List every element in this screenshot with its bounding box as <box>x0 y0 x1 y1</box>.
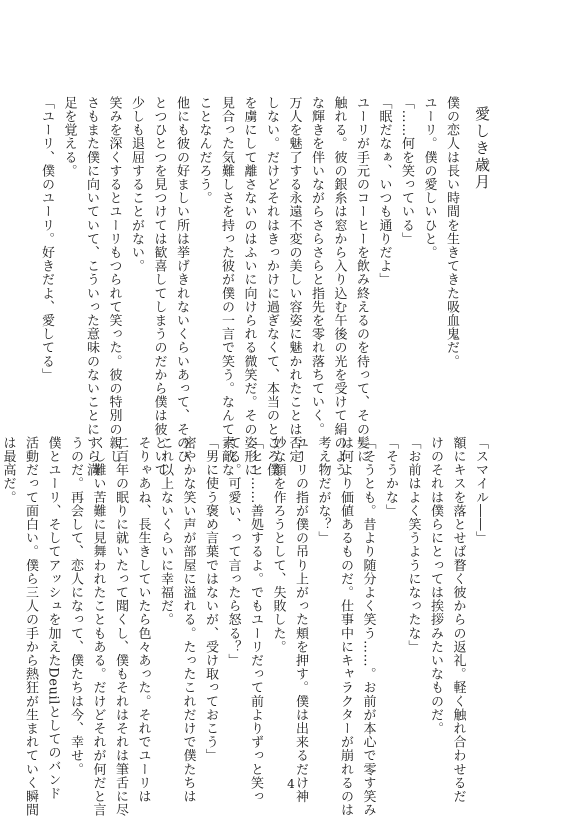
page-number: 4 <box>287 777 295 791</box>
lower-text-block <box>0 436 491 817</box>
text-line: しない。だけどそれはきっかけに過ぎなくて、本当のところ僕 <box>264 96 279 477</box>
text-line: 万人を魅了する永遠不変の美しい容姿に魅かれたことは否定 <box>286 96 302 464</box>
text-line: を虜にして離さないのはふいに向けられる微笑だ。その姿形に <box>241 96 257 477</box>
text-line: 笑みを深くするとユーリもつられて笑った。彼の特別の親し <box>106 96 122 464</box>
text-line: 「そうかな」 <box>383 436 398 518</box>
text-line: は最高だ。 <box>0 436 16 504</box>
text-line: 少しも退屈することがない。 <box>129 96 144 273</box>
text-line: 「男に使う褒め言葉ではないが、受け取っておこう」 <box>203 436 218 763</box>
text-line: ことなんだろう。 <box>196 96 212 205</box>
text-line: 活動だって面白い。僕ら三人の手から熱狂が生まれていく瞬間 <box>23 436 38 817</box>
text-line: てる。可愛い、って言ったら怒る？」 <box>225 436 241 668</box>
text-line: な輝きを伴いながらさらさらと指先を零れ落ちていく。 <box>309 96 324 436</box>
text-line: ユーリの指が僕の吊り上がった頬を押す。僕は出来るだけ神 <box>293 436 308 804</box>
text-line: くし難い苦難に見舞われたこともある。だけどそれが何だと言 <box>90 436 106 817</box>
text-line: 「スマイル――」 <box>473 436 488 545</box>
text-line: 見合った気難しさを持った彼が僕の一言で笑う。なんて素敵な <box>219 96 234 477</box>
text-line: 「ヒヒ……善処するよ。でもユーリだって前よりずっと笑っ <box>248 436 263 804</box>
text-line: 僕とユーリ、そしてアッシュを加えたDeuilとしてのバンド <box>45 436 61 801</box>
text-line: 「眠だなぁ、いつも通りだよ」 <box>376 96 392 287</box>
text-line: 足を覚える。 <box>61 96 77 178</box>
text-line: 額にキスを落とせば瞀く彼からの返礼。軽く触れ合わせるだ <box>450 436 466 804</box>
text-line: 妙な顔を作ろうとして、失敗した。 <box>270 436 286 654</box>
text-line: 「ユーリ、僕のユーリ。好きだよ、愛してる」 <box>39 96 54 382</box>
text-line: 触れる。彼の銀糸は窓から入り込む午後の光を受けて絹のよう <box>331 96 347 477</box>
text-line: うのだ。再会して、恋人になって、僕たちは今、幸せ。 <box>68 436 83 776</box>
text-line: 「……何を笑っている」 <box>399 96 414 246</box>
text-line: これ以上ないくらいに幸福だ。 <box>158 436 173 627</box>
text-line: けのそれは僕らにとっては挨拶みたいなものだ。 <box>428 436 443 736</box>
text-line: さもまた僕に向いていて、こういった意味のないことにすら満 <box>84 96 99 477</box>
text-line: そりゃあね、長生きしていたら色々あった。それでユーリは <box>135 436 151 804</box>
text-line: 「お前はよく笑うようになったな」 <box>405 436 421 654</box>
text-line: は何より価値あるものだ。仕事中にキャラクターが崩れるのは <box>338 436 353 817</box>
text-line: 他にも彼の好ましい所は挙げきれないくらいあって、そのひ <box>174 96 189 464</box>
story-title: 愛しき歳月 <box>473 106 491 191</box>
text-line: 「そうとも。昔より随分よく笑う……。お前が本心で零す笑み <box>360 436 376 817</box>
text-line: 二百年の眠りに就いたって聞くし、僕もそれはそれは筆舌に尽 <box>113 436 128 817</box>
text-line: とつひとつを見つけては歓喜してしまうのだから僕は彼といて <box>151 96 167 477</box>
text-line: 密やかな笑い声が部屋に溢れる。たったこれだけで僕たちは <box>180 436 196 804</box>
text-line: 考え物だがな？」 <box>315 436 331 545</box>
text-line: ユーリ。僕の愛しいひと。 <box>421 96 437 260</box>
text-line: ユーリが手元のコーヒーを飲み終えるのを待って、その髪に <box>354 96 369 464</box>
text-line: 僕の恋人は長い時間を生きてきた吸血鬼だ。 <box>444 96 459 368</box>
